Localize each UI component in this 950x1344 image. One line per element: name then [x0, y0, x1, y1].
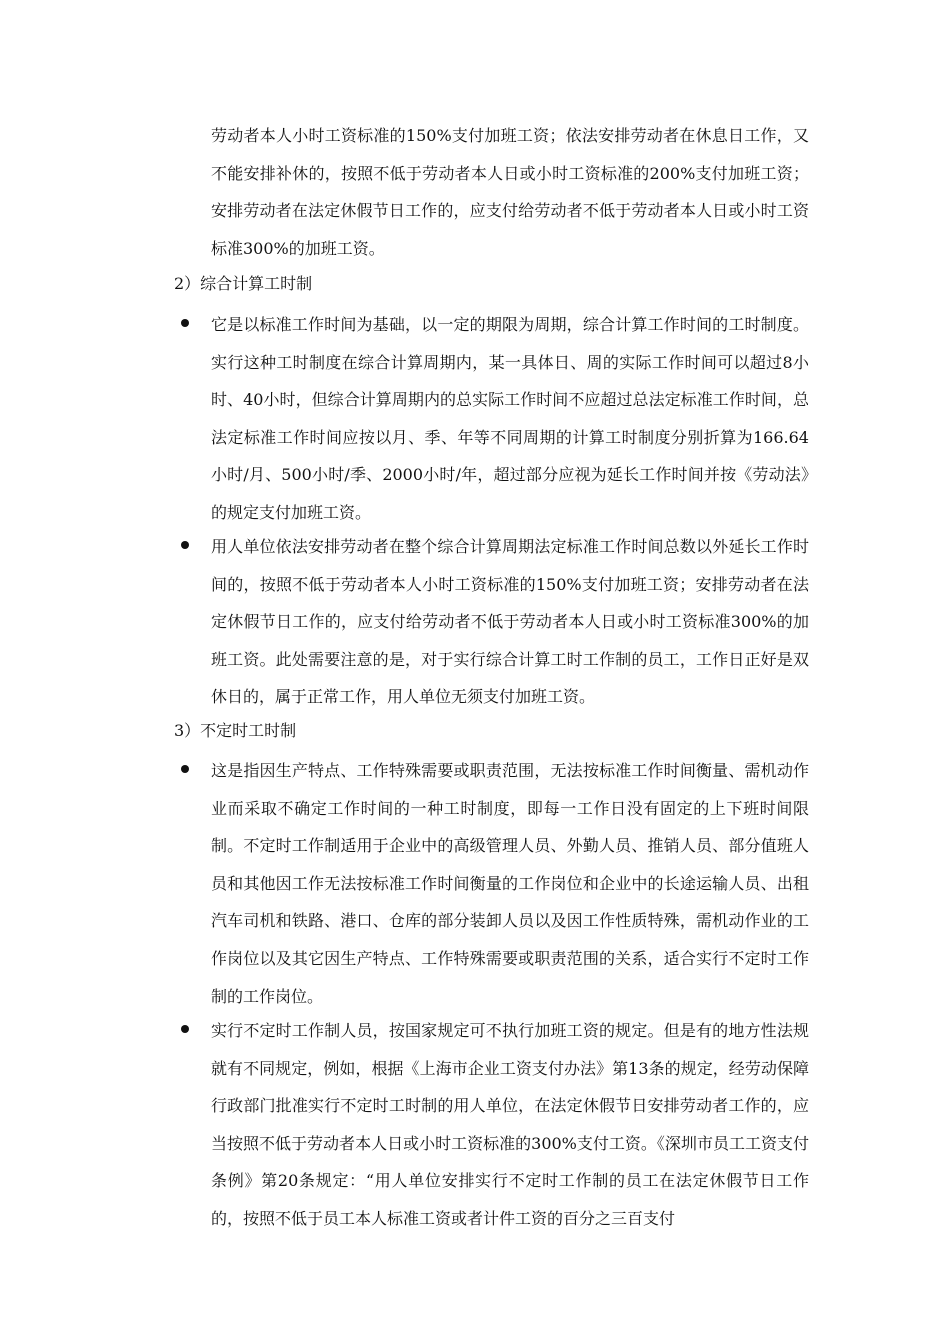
bullet-icon: [181, 765, 189, 773]
bullet-icon: [181, 319, 189, 327]
intro-paragraph: 劳动者本人小时工资标准的150%支付加班工资；依法安排劳动者在休息日工作，又不能安排补休的，按照不低于劳动者本人日或小时工资标准的200%支付加班工资；安排劳动者在法定休假节日工作的，应支付给劳动者不低于劳动者本人日或小时工资标准300%的加班工资。: [211, 126, 809, 258]
bullet-paragraph: 这是指因生产特点、工作特殊需要或职责范围，无法按标准工作时间衡量、需机动作业而采取不确定工作时间的一种工时制度，即每一工作日没有固定的上下班时间限制。不定时工作制适用于企业中的高级管理人员、外勤人员、推销人员、部分值班人员和其他因工作无法按标准工作时间衡量的工作岗位和企业中的长途运输人员、出租汽车司机和铁路、港口、仓库的部分装卸人员以及因工作性质特殊，需机动作业的工作岗位以及其它因生产特点、工作特殊需要或职责范围的关系，适合实行不定时工作制的工作岗位。: [211, 761, 809, 1006]
bullet-icon: [181, 541, 189, 549]
section-heading-flexible-hours: 3）不定时工时制: [174, 721, 297, 740]
bullet-paragraph: 用人单位依法安排劳动者在整个综合计算周期法定标准工作时间总数以外延长工作时间的，按照不低于劳动者本人小时工资标准的150%支付加班工资；安排劳动者在法定休假节日工作的，应支付给劳动者不低于劳动者本人日或小时工资标准300%的加班工资。此处需要注意的是，对于实行综合计算工时工作制的员工，工作日正好是双休日的，属于正常工作，用人单位无须支付加班工资。: [211, 537, 809, 707]
bullet-icon: [181, 1025, 189, 1033]
bullet-paragraph: 它是以标准工作时间为基础，以一定的期限为周期，综合计算工作时间的工时制度。实行这种工时制度在综合计算周期内，某一具体日、周的实际工作时间可以超过8小时、40小时，但综合计算周期内的总实际工作时间不应超过总法定标准工作时间，总法定标准工作时间应按以月、季、年等不同周期的计算工时制度分别折算为166.64小时/月、500小时/季、2000小时/年，超过部分应视为延长工作时间并按《劳动法》的规定支付加班工资。: [211, 315, 809, 522]
bullet-paragraph: 实行不定时工作制人员，按国家规定可不执行加班工资的规定。但是有的地方性法规就有不同规定，例如，根据《上海市企业工资支付办法》第13条的规定，经劳动保障行政部门批准实行不定时工时制的用人单位，在法定休假节日安排劳动者工作的，应当按照不低于劳动者本人日或小时工资标准的300%支付工资。《深圳市员工工资支付条例》第20条规定：“用人单位安排实行不定时工作制的员工在法定休假节日工作的，按照不低于员工本人标准工资或者计件工资的百分之三百支付: [211, 1021, 809, 1228]
section-heading-comprehensive-hours: 2）综合计算工时制: [174, 274, 313, 293]
